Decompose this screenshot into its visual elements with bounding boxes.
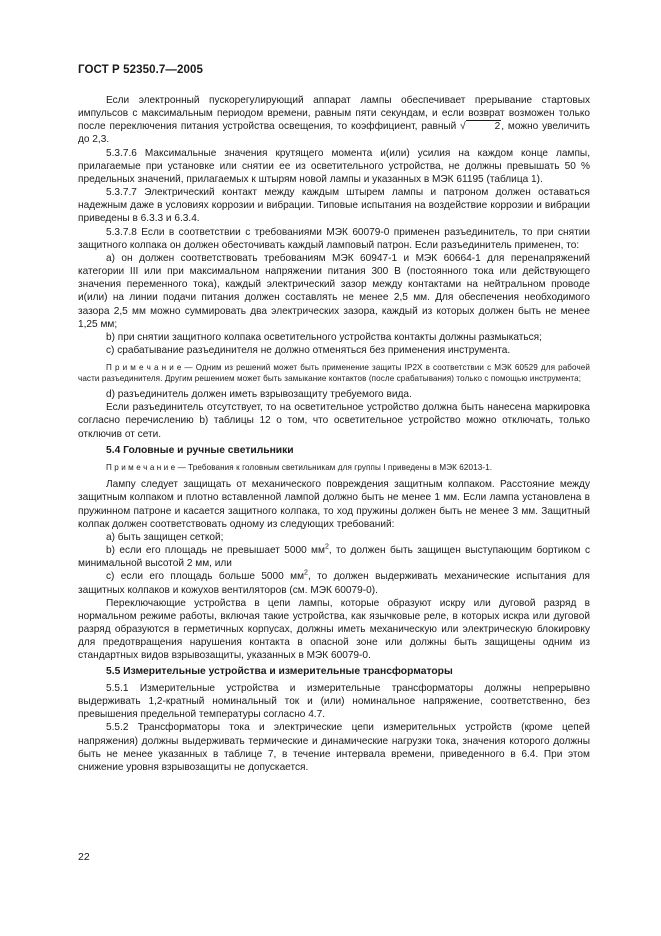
standard-header: ГОСТ Р 52350.7—2005 xyxy=(78,64,203,76)
list-item-d: d) разъединитель должен иметь взрывозащиту требуемого вида. xyxy=(106,389,412,401)
note xyxy=(78,362,590,384)
list-item-a: a) он должен соответствовать требованиям МЭК 60947-1 и МЭК 60664-1 для перенапряжений категории III или при максимальном напряжении питания 300 В (постоянного тока или действующего значения переменного тока), каждый электрический зазор между контактами на нейтральном проводе и(или) на линии подачи питания должен составлять не менее 2,5 мм. Для обеспечения необходимого зазора 2,5 мм можно суммировать два электрических зазора, каждый из которых должен быть не менее 1,25 мм; xyxy=(78,252,590,330)
clause-5-3-7-7: 5.3.7.7 Электрический контакт между каждым штырем лампы и патроном должен оставаться надежным даже в условиях коррозии и вибрации. Типовые испытания на воздействие коррозии и вибрации приведены в 6.3.3 и 6.3.4. xyxy=(78,187,590,225)
list-item-c: c) срабатывание разъединителя не должно отменяться без применения инструмента. xyxy=(106,344,511,356)
note-label: П р и м е ч а н и е xyxy=(106,463,176,473)
document-body xyxy=(78,94,590,774)
paragraph: Лампу следует защищать от механического повреждения защитным колпаком. Расстояние между защитным колпаком и плотно вставленной лампой должно быть не менее 1 мм. Если лампа установлена в пружинном патроне и касается защитного колпака, то ход пружины должен быть не менее 3 мм. Защитный колпак должен соответствовать одному из следующих требований: xyxy=(78,479,590,530)
list-item-b xyxy=(78,544,590,570)
sqrt-symbol: √ 2 xyxy=(460,121,501,133)
list-item-c xyxy=(78,570,590,596)
paragraph: Если разъединитель отсутствует, то на осветительное устройство должна быть нанесена маркировка согласно перечислению b) таблицы 12 о том, что осветительное устройство можно отключать, только отключив от сети. xyxy=(78,402,590,440)
list-item-b: b) при снятии защитного колпака осветительного устройства контакты должны размыкаться; xyxy=(106,331,542,343)
section-heading-5-5: 5.5 Измерительные устройства и измерительные трансформаторы xyxy=(106,666,453,678)
clause-5-3-7-8: 5.3.7.8 Если в соответствии с требованиями МЭК 60079-0 применен разъединитель, то при снятии защитного колпака он должен обесточивать каждый ламповый патрон. Если разъединитель применен, то: xyxy=(78,226,590,251)
list-text: b) если его площадь не превышает 5000 мм xyxy=(106,545,325,557)
paragraph-text: Если электронный пускорегулирующий аппарат лампы обеспечивает прерывание стартовых импульсов с максимальным периодом времени, равным пяти секундам, и если возврат возможен только после переключения питания устройства освещения, то коэффициент, равный xyxy=(78,95,590,133)
sqrt-radicand: 2 xyxy=(466,120,502,132)
paragraph-text: , можно увеличить до 2,3. xyxy=(78,121,590,146)
superscript: 2 xyxy=(324,543,329,551)
note xyxy=(78,462,590,473)
section-heading-5-4: 5.4 Головные и ручные светильники xyxy=(106,444,294,456)
note-label: П р и м е ч а н и е xyxy=(106,363,182,373)
note-text: — Одним из решений может быть применение защиты IP2X в соответствии с МЭК 60529 для рабочей части разъединителя. Другим решением может быть замыкание контактов (после срабатывания) только с помощью инструмента; xyxy=(78,363,590,384)
page-number: 22 xyxy=(78,851,90,863)
paragraph xyxy=(78,94,590,147)
clause-5-3-7-6: 5.3.7.6 Максимальные значения крутящего момента и(или) усилия на каждом конце лампы, прилагаемые при установке или снятии ее из осветительного устройства, не должны превышать 50 % предельных значений, прилагаемых к штырям новой лампы и указанных в МЭК 61195 (таблица 1). xyxy=(78,147,590,185)
list-text: c) если его площадь больше 5000 мм xyxy=(106,571,305,583)
paragraph: Переключающие устройства в цепи лампы, которые образуют искру или дуговой разряд в нормальном режиме работы, включая такие устройства, как язычковые реле, в которых искра или дуговой разряд образуются в герметичных корпусах, должны иметь механическую или электрическую блокировку для предотвращения нарушения контакта в опасной зоне или должны быть защищены одним из стандартных видов взрывозащиты, указанных в МЭК 60079-0. xyxy=(78,597,590,662)
clause-5-5-1: 5.5.1 Измерительные устройства и измерительные трансформаторы должны непрерывно выдерживать 1,2-кратный номинальный ток и (или) номинальное напряжение, соответственно, без превышения предельной температуры согласно 4.7. xyxy=(78,682,590,721)
list-item-a: a) быть защищен сеткой; xyxy=(106,531,224,543)
list-text: , то должен выдерживать механические испытания для защитных колпаков и кожухов вентиляторов (см. МЭК 60079-0). xyxy=(78,571,590,596)
clause-5-5-2: 5.5.2 Трансформаторы тока и электрические цепи измерительных устройств (кроме цепей напряжения) должны выдерживать термические и динамические нагрузки тока, значения которого должны быть не менее указанных в таблице 7, в течение интервала времени, приведенного в 6.4. При этом снижение уровня взрывозащиты не допускается. xyxy=(78,722,590,773)
note-text: — Требования к головным светильникам для группы I приведены в МЭК 62013-1. xyxy=(175,463,493,473)
list-text: , то должен быть защищен выступающим бортиком с минимальной высотой 2 мм, или xyxy=(78,545,591,570)
superscript: 2 xyxy=(304,569,308,577)
